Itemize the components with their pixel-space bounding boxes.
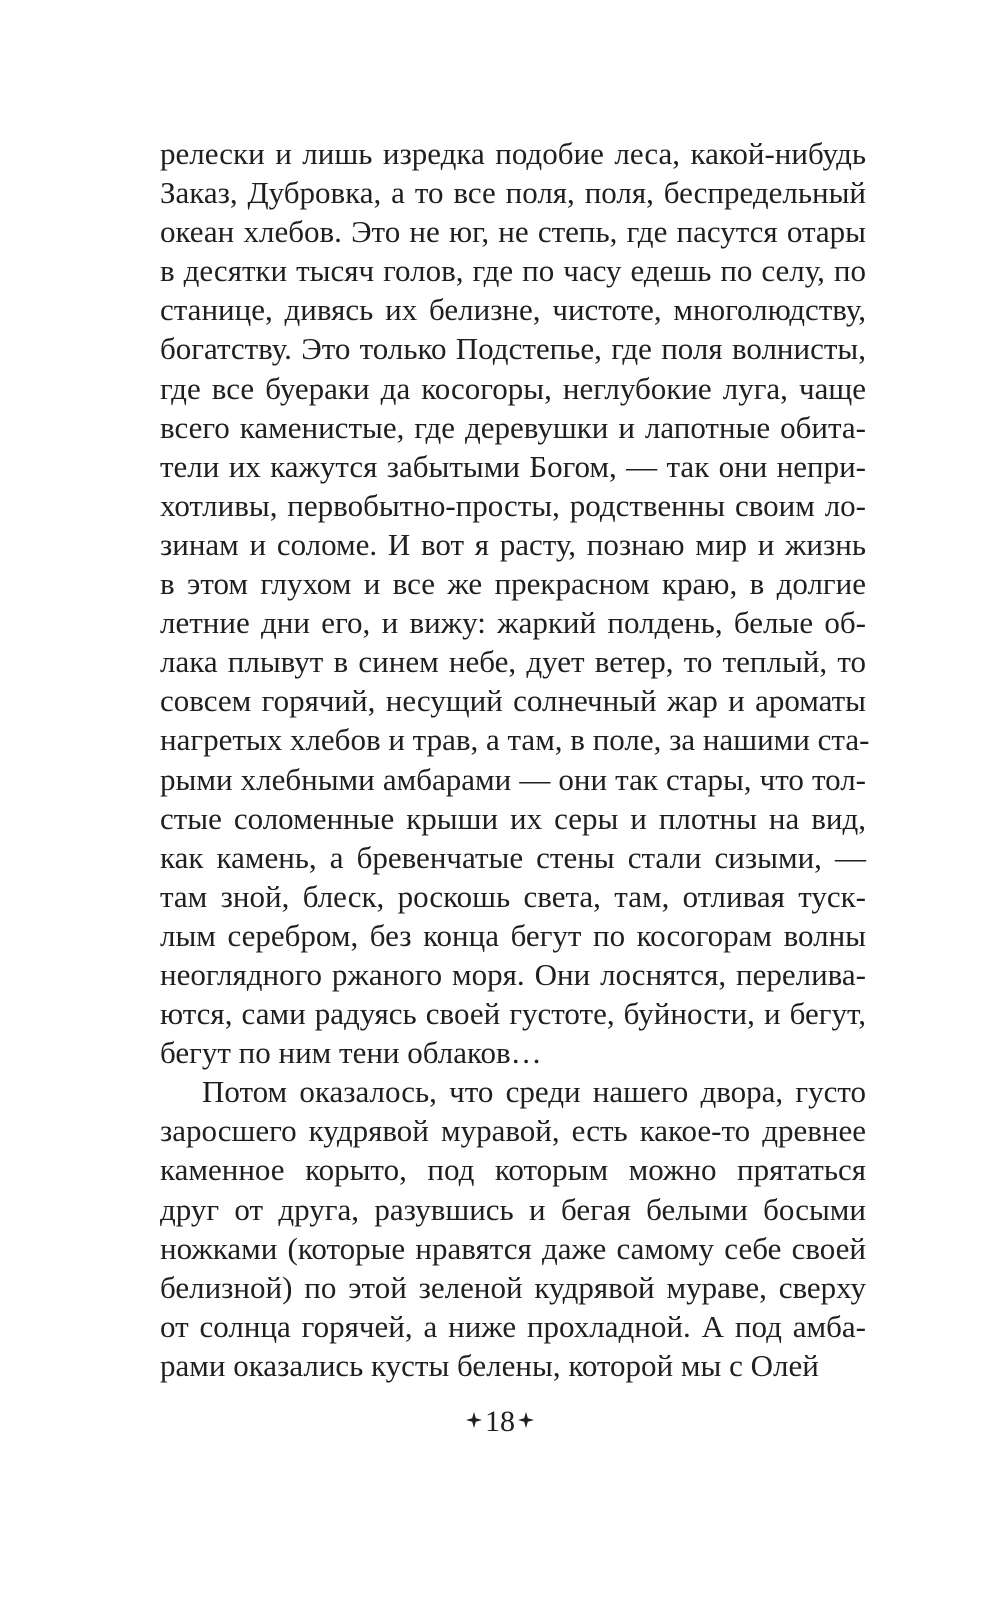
text-line: всего каменистые, где деревушки и лапотные обита-	[160, 409, 866, 445]
text-line: нагретых хлебов и трав, а там, в поле, за нашими ста-	[160, 722, 870, 758]
text-line: лака плывут в синем небе, дует ветер, то теплый, то	[160, 644, 866, 680]
text-line: летние дни его, и вижу: жаркий полдень, белые об-	[160, 605, 866, 641]
text-line: где все буераки да косогоры, неглубокие луга, чаще	[160, 370, 866, 406]
text-line: лым серебром, без конца бегут по косогорам волны	[160, 917, 866, 953]
paragraph	[160, 1072, 866, 1385]
four-point-star-icon	[517, 1411, 535, 1429]
text-line: океан хлебов. Это не юг, не степь, где пасутся отары	[160, 214, 866, 250]
text-line: станице, дивясь их белизне, чистоте, многолюдству,	[160, 292, 866, 328]
text-line: рыми хлебными амбарами — они так стары, что тол-	[160, 761, 866, 797]
text-line: белизной) по этой зеленой кудрявой мураве, сверху	[160, 1269, 866, 1305]
text-line: там зной, блеск, роскошь света, там, отливая туск-	[160, 878, 866, 914]
body-text	[160, 134, 870, 1385]
text-line: друг от друга, разувшись и бегая белыми босыми	[160, 1191, 866, 1227]
text-line: хотливы, первобытно-просты, родственны своим ло-	[160, 487, 866, 523]
four-point-star-icon	[465, 1411, 483, 1429]
text-line: заросшего кудрявой муравой, есть какое-то древнее	[160, 1113, 866, 1149]
text-line: бегут по ним тени облаков…	[160, 1035, 542, 1071]
text-line: совсем горячий, несущий солнечный жар и ароматы	[160, 683, 866, 719]
page-number: 18	[485, 1405, 515, 1439]
text-line: каменное корыто, под которым можно прятаться	[160, 1152, 866, 1188]
text-line: ются, сами радуясь своей густоте, буйности, и бегут,	[160, 996, 866, 1032]
paragraph	[160, 134, 870, 1072]
text-line: Заказ, Дубровка, а то все поля, поля, беспредельный	[160, 175, 866, 211]
text-line: релески и лишь изредка подобие леса, какой-нибудь	[160, 136, 866, 171]
text-line: ножками (которые нравятся даже самому себе своей	[160, 1230, 866, 1266]
text-line: стые соломенные крыши их серы и плотны на вид,	[160, 800, 866, 836]
text-line: тели их кажутся забытыми Богом, — так они непри-	[160, 448, 866, 484]
text-line: неоглядного ржаного моря. Они лоснятся, перелива-	[160, 956, 866, 992]
text-line: в этом глухом и все же прекрасном краю, в долгие	[160, 566, 866, 602]
text-line: Потом оказалось, что среди нашего двора, густо	[202, 1074, 866, 1110]
text-line: рами оказались кусты белены, которой мы с Олей	[160, 1347, 819, 1383]
text-line: в десятки тысяч голов, где по часу едешь по селу, по	[160, 253, 866, 289]
page-number-footer	[0, 1400, 1000, 1442]
text-line: зинам и соломе. И вот я расту, познаю мир и жизнь	[160, 526, 866, 562]
text-line: как камень, а бревенчатые стены стали сизыми, —	[160, 839, 866, 875]
text-line: от солнца горячей, а ниже прохладной. А под амба-	[160, 1308, 866, 1344]
text-line: богатству. Это только Подстепье, где поля волнисты,	[160, 331, 866, 367]
